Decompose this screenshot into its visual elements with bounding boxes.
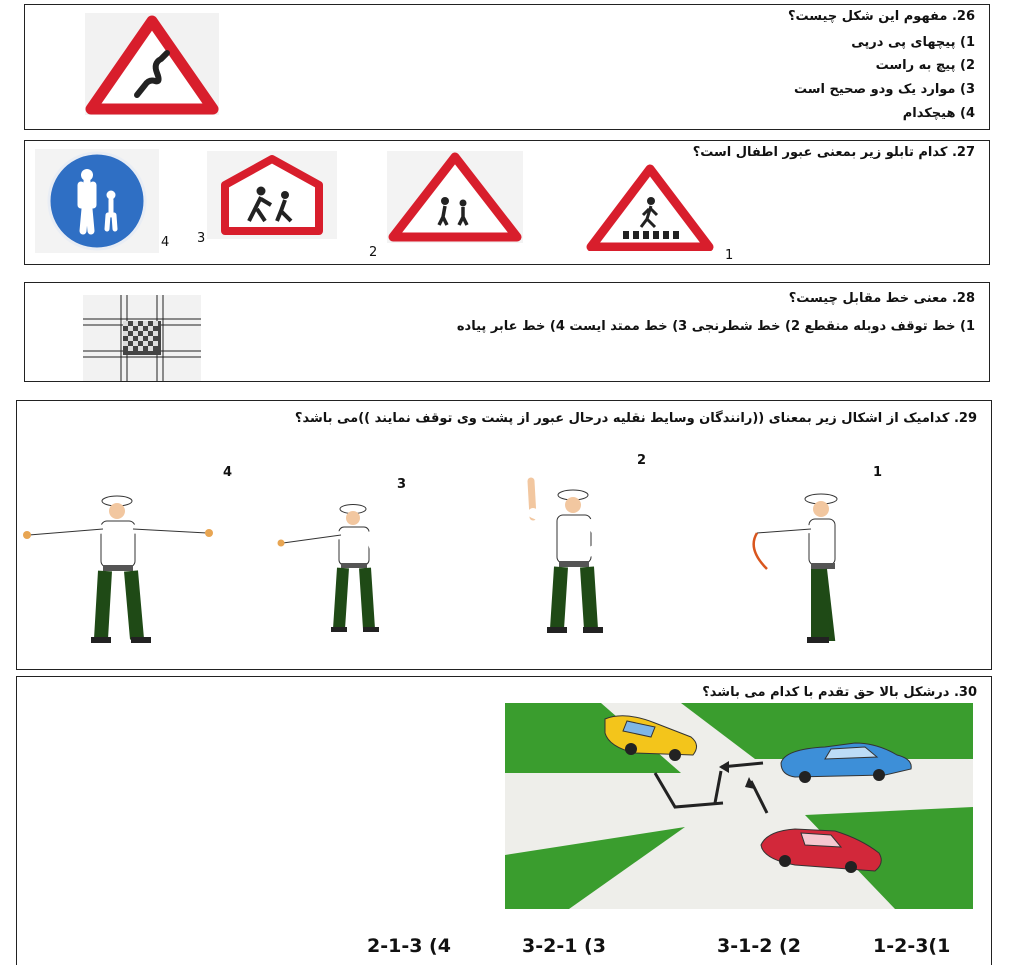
q26-title: 26. مفهوم این شکل چیست؟ <box>788 9 975 24</box>
question-29 <box>16 400 992 670</box>
pedestrian-crossing-sign-icon[interactable] <box>585 163 715 251</box>
q26-option-4[interactable]: 4) هیچکدام <box>902 106 975 121</box>
question-28 <box>24 282 990 382</box>
q30-option-2[interactable]: 3-1-2 (2 <box>717 935 801 957</box>
pedestrian-path-blue-sign-icon[interactable] <box>35 149 159 253</box>
children-crossing-triangle-sign-icon[interactable] <box>387 151 523 243</box>
q26-option-3[interactable]: 3) موارد یک ودو صحیح است <box>793 82 975 97</box>
traffic-officer-4-icon[interactable] <box>19 491 219 647</box>
q27-label-3: 3 <box>197 231 206 246</box>
q30-option-4[interactable]: 2-1-3 (4 <box>367 935 451 957</box>
q27-label-2: 2 <box>369 245 378 260</box>
q28-options[interactable]: 1) خط توقف دوبله منقطع 2) خط شطرنجی 3) خط ممتد ایست 4) خط عابر پیاده <box>456 319 975 334</box>
question-30 <box>16 676 992 965</box>
q27-title: 27. کدام تابلو زیر بمعنی عبور اطفال است؟ <box>692 145 975 160</box>
traffic-officer-3-icon[interactable] <box>269 501 389 637</box>
traffic-officer-2-icon[interactable] <box>517 473 627 637</box>
traffic-officer-1-icon[interactable] <box>737 489 857 649</box>
q27-label-4: 4 <box>161 235 170 250</box>
q30-option-3[interactable]: 3-2-1 (3 <box>522 935 606 957</box>
q29-label-4: 4 <box>223 465 233 480</box>
q27-label-1: 1 <box>725 248 734 263</box>
q29-title: 29. کدامیک از اشکال زیر بمعنای ((رانندگان وسایط نقلیه درحال عبور از پشت وی توقف نمایند ))می باشد؟ <box>294 411 977 426</box>
question-26 <box>24 4 990 130</box>
intersection-priority-diagram <box>505 703 973 909</box>
school-zone-pentagon-sign-icon[interactable] <box>207 151 337 239</box>
question-27 <box>24 140 990 265</box>
q29-label-1: 1 <box>873 465 883 480</box>
q29-label-3: 3 <box>397 477 407 492</box>
q26-option-1[interactable]: 1) پیچهای پی درپی <box>851 35 975 50</box>
q28-title: 28. معنی خط مقابل چیست؟ <box>788 291 975 306</box>
winding-road-sign-icon <box>85 13 219 115</box>
q30-option-1[interactable]: 1-2-3(1 <box>873 935 951 957</box>
q29-label-2: 2 <box>637 453 647 468</box>
checkered-intersection-icon <box>83 295 201 381</box>
q30-title: 30. درشکل بالا حق تقدم با کدام می باشد؟ <box>702 685 977 700</box>
q26-option-2[interactable]: 2) پیچ به راست <box>875 58 975 73</box>
